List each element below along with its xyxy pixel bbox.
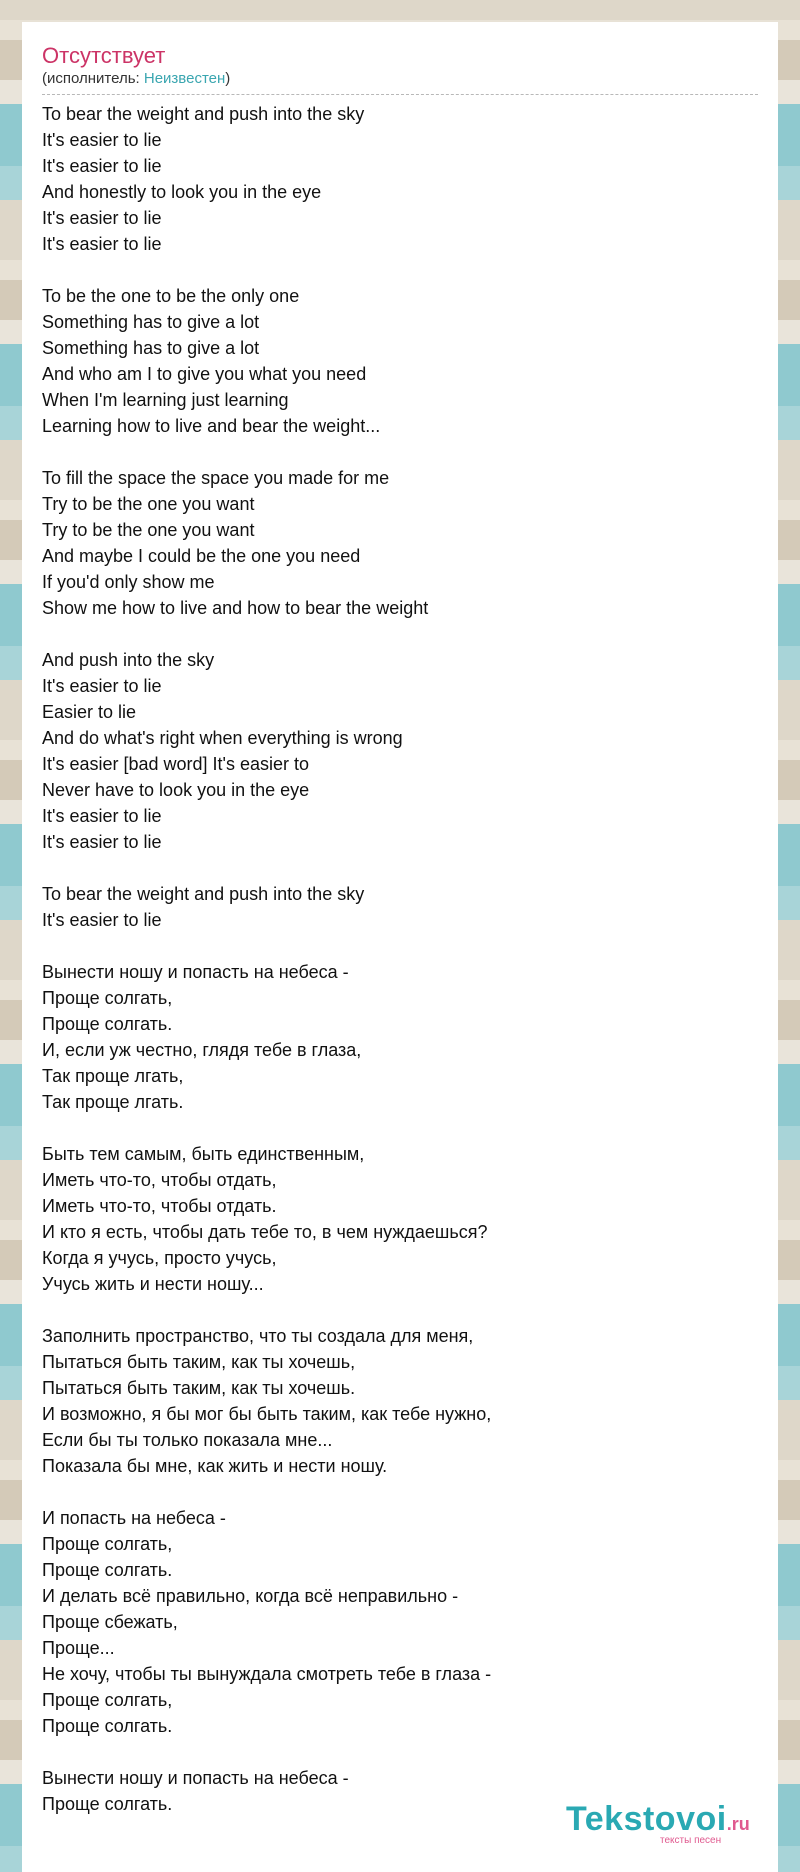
logo-tld: .ru bbox=[726, 1814, 750, 1834]
artist-link[interactable]: Неизвестен bbox=[143, 70, 226, 87]
logo-tagline: тексты песен bbox=[660, 1835, 722, 1846]
song-title: Отсутствует bbox=[42, 43, 166, 68]
artist-prefix: (исполнитель: bbox=[42, 70, 144, 87]
logo-name: Tekstovoi bbox=[566, 1800, 727, 1838]
lyrics-text: To bear the weight and push into the sky It's easier to lie It's easier to lie And honestly to look you in the eye It's easier to lie It's easier to lie To be the one to be the only one Something has to give a lot Something has to give a lot And who am I to give you what you need When I'm learning just learning Learning how to live and bear the weight... To fill the space the space you made for me Try to be the one you want Try to be the one you want And maybe I could be the one you need If you'd only show me Show me how to live and how to bear the weight And push into the sky It's easier to lie Easier to lie And do what's right when everything is wrong It's easier [bad word] It's easier to Never have to look you in the eye It's easier to lie It's easier to lie To bear the weight and push into the sky It's easier to lie Вынести ношу и попасть на небеса - Проще солгать, Проще солгать. И, если уж честно, глядя тебе в глаза, Так проще лгать, Так проще лгать. Быть тем самым, быть единственным, Иметь что-то, чтобы отдать, Иметь что-то, чтобы отдать. И кто я есть, чтобы дать тебе то, в чем нуждаешься? Когда я учусь, просто учусь, Учусь жить и нести ношу... Заполнить пространство, что ты создала для меня, Пытаться быть таким, как ты хочешь, Пытаться быть таким, как ты хочешь. И возможно, я бы мог бы быть таким, как тебе нужно, Если бы ты только показала мне... Показала бы мне, как жить и нести ношу. И попасть на небеса - Проще солгать, Проще солгать. И делать всё правильно, когда всё неправильно - Проще сбежать, Проще... Не хочу, чтобы ты вынуждала смотреть тебе в глаза - Проще солгать, Проще солгать. Вынести ношу и попасть на небеса - Проще солгать. bbox=[42, 104, 492, 1814]
lyrics-card bbox=[22, 22, 778, 1872]
artist-suffix: ) bbox=[225, 70, 231, 87]
site-logo[interactable] bbox=[566, 1802, 776, 1846]
artist-line bbox=[42, 70, 758, 95]
